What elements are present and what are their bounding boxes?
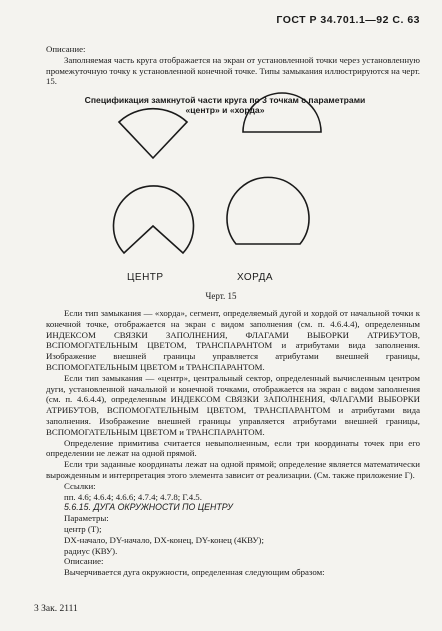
paragraph-undefined: Определение примитива считается невыполненным, если три координаты точек при его определении не лежат на одной прямой. — [46, 437, 420, 459]
param-radius: радиус (КВУ). — [64, 545, 118, 556]
param-deltas: DX-начало, DY-начало, DX-конец, DY-конец (4КВУ); — [64, 534, 264, 545]
page-header: ГОСТ Р 34.701.1—92 С. 63 — [276, 14, 420, 26]
param-center: центр (Т); — [64, 523, 102, 534]
paragraph-center: Если тип замыкания — «центр», центральный сектор, определенный вычисленным центром дуги, установленной начальной и конечной точками, отображается на экран с видом заполнения (см. п. 4.6.4.4), определенным ИНДЕКСОМ СВЯЗКИ ЗАПОЛНЕНИЯ, ФЛАГАМИ ВЫБОРКИ АТРИБУТОВ, ВСПОМОГАТЕЛЬНЫМ ЦВЕТОМ, ТРАНСПАРАНТОМ и атрибутами вида заполнения. Изображение внешней границы управляется атрибутами внешней границы, ВСПОМОГАТЕЛЬНЫМ ЦВЕТОМ и ТРАНСПАРАНТОМ. — [46, 372, 420, 437]
body-text — [46, 308, 420, 578]
page-footer: 3 Зак. 2111 — [34, 604, 78, 614]
paragraph-chord: Если тип замыкания — «хорда», сегмент, определяемый дугой и хордой от начальной точки к конечной точке, отображается на экран с видом заполнения (см. п. 4.6.4.4), определенным ИНДЕКСОМ СВЯЗКИ ЗАПОЛНЕНИЯ, ФЛАГАМИ ВЫБОРКИ АТРИБУТОВ, ВСПОМОГАТЕЛЬНЫМ ЦВЕТОМ, ТРАНСПАРАНТОМ и атрибутами вида заполнения. Изображение внешней границы управляется атрибутами внешней границы, ВСПОМОГАТЕЛЬНЫМ ЦВЕТОМ и ТРАНСПАРАНТОМ. — [46, 308, 420, 372]
paragraph-collinear: Если три заданные координаты лежат на одной прямой; определение является математически вырожденным и интерпретация этого элемента зависит от реализации. (См. также приложение Г). — [46, 459, 420, 480]
label-center: ЦЕНТР — [127, 272, 164, 283]
desc-text: Вычерчивается дуга окружности, определенная следующим образом: — [64, 567, 325, 578]
params-label: Параметры: — [64, 513, 109, 524]
figure-caption: Черт. 15 — [205, 291, 237, 301]
large-center-sector — [114, 186, 194, 253]
description-text: Заполняемая часть круга отображается на экран от установленной точки через установленную промежуточную точку к установленной конечной точке. Типы замыкания иллюстрируются на черт. 15. — [46, 54, 420, 87]
small-chord-segment — [243, 93, 321, 132]
description-label: Описание: — [46, 44, 86, 54]
label-chord: ХОРДА — [237, 272, 274, 283]
refs-list: пп. 4.6; 4.6.4; 4.6.6; 4.7.4; 4.7.8; Г.4.5. — [64, 491, 202, 502]
figure-title: Спецификация замкнутой части круга по 3 точкам с параметрами «центр» и «хорда» — [84, 95, 366, 115]
figure-15 — [0, 0, 442, 300]
small-center-sector — [119, 109, 187, 158]
large-chord-segment — [227, 177, 309, 244]
section-heading: 5.6.15. ДУГА ОКРУЖНОСТИ ПО ЦЕНТРУ — [64, 502, 233, 513]
refs-label: Ссылки: — [64, 480, 96, 491]
desc-label: Описание: — [64, 556, 104, 567]
